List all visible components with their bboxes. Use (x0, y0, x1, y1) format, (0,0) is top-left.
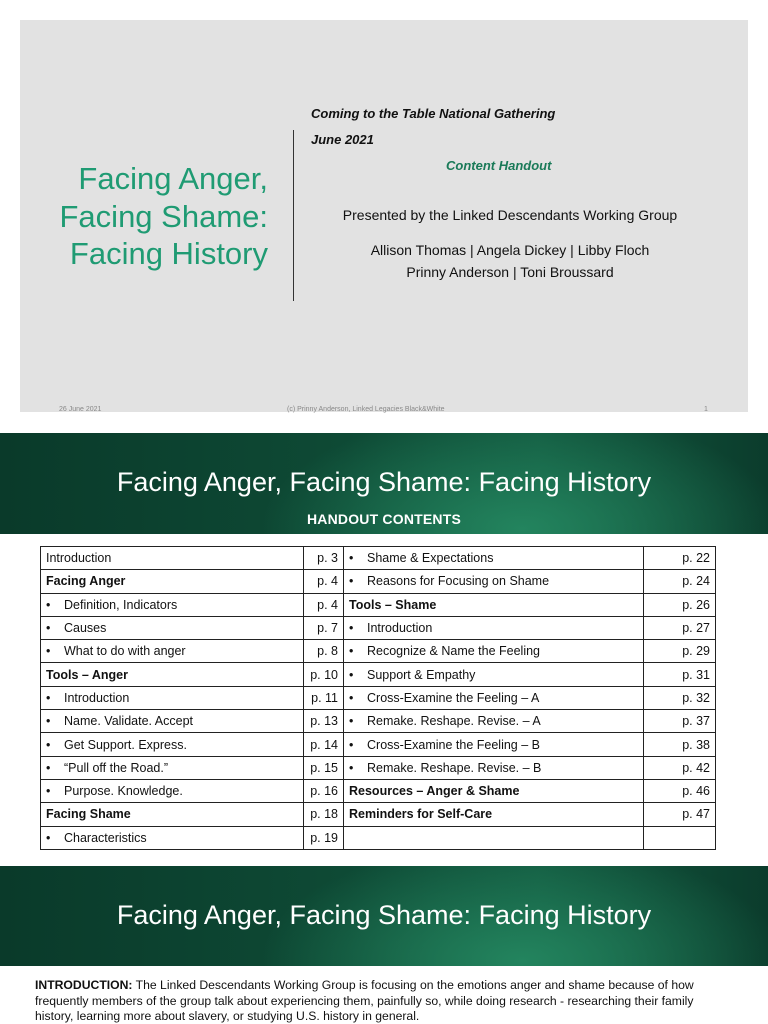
contents-entry-cell (41, 686, 304, 709)
contents-entry: • Reasons for Focusing on Shame (349, 574, 549, 588)
contents-table (40, 546, 716, 850)
contents-entry: Tools – Anger (46, 667, 128, 682)
contents-page-number: p. 4 (317, 597, 338, 612)
introduction-banner (0, 866, 768, 966)
contents-page-number-cell (304, 663, 344, 686)
contents-subtitle: HANDOUT CONTENTS (306, 511, 462, 527)
contents-page-number-cell (304, 756, 344, 779)
contents-page-number: p. 15 (310, 760, 338, 775)
contents-page-number: p. 18 (310, 807, 338, 822)
contents-page-number-cell (304, 803, 344, 826)
contents-page-number-cell (644, 826, 716, 849)
contents-page-number-cell (644, 803, 716, 826)
contents-entry-cell (41, 547, 304, 570)
contents-entry: • What to do with anger (46, 644, 186, 658)
contents-entry: • Get Support. Express. (46, 738, 187, 752)
contents-banner (0, 433, 768, 534)
contents-entry: • Support & Empathy (349, 668, 475, 682)
vertical-divider (293, 130, 294, 301)
contents-entry-cell (41, 756, 304, 779)
contents-page-number: p. 4 (317, 574, 338, 589)
footer-page-number: 1 (704, 406, 708, 413)
introduction-slide (0, 866, 768, 1024)
contents-page-number: p. 31 (682, 667, 710, 682)
contents-entry-cell (41, 570, 304, 593)
contents-entry-cell (344, 640, 644, 663)
contents-page-number: p. 38 (682, 737, 710, 752)
contents-row (41, 663, 716, 686)
introduction-paragraph (35, 978, 735, 1024)
contents-entry-cell (41, 779, 304, 802)
contents-entry-cell (41, 663, 304, 686)
contents-page-number: p. 47 (682, 807, 710, 822)
contents-entry-cell (41, 803, 304, 826)
contents-page-number-cell (644, 616, 716, 639)
contents-entry: Tools – Shame (349, 597, 437, 612)
contents-page-number-cell (644, 640, 716, 663)
contents-page-number: p. 3 (317, 551, 338, 566)
contents-entry: • Remake. Reshape. Revise. – B (349, 761, 541, 775)
contents-page-number: p. 26 (682, 597, 710, 612)
contents-entry-cell (344, 779, 644, 802)
contents-row (41, 733, 716, 756)
contents-entry: • Shame & Expectations (349, 551, 493, 565)
contents-page-number-cell (644, 710, 716, 733)
contents-entry-cell (41, 593, 304, 616)
contents-entry-cell (41, 710, 304, 733)
introduction-label: INTRODUCTION: (35, 978, 133, 992)
contents-entry-cell (344, 547, 644, 570)
contents-page-number-cell (304, 640, 344, 663)
contents-page-number: p. 11 (311, 690, 338, 705)
contents-row (41, 616, 716, 639)
contents-page-number: p. 19 (310, 830, 338, 845)
contents-entry-cell (344, 756, 644, 779)
presenter-names-line2: Prinny Anderson | Toni Broussard (406, 264, 614, 280)
contents-entry-cell (344, 710, 644, 733)
footer-credit: (c) Prinny Anderson, Linked Legacies Black&White (287, 406, 445, 413)
contents-row (41, 756, 716, 779)
contents-page-number-cell (644, 593, 716, 616)
contents-page-number: p. 13 (310, 714, 338, 729)
contents-entry-cell (344, 733, 644, 756)
contents-entry-cell (41, 640, 304, 663)
contents-page-number-cell (304, 710, 344, 733)
contents-page-number-cell (644, 756, 716, 779)
contents-entry-cell (344, 570, 644, 593)
contents-page-number-cell (304, 686, 344, 709)
contents-page-number-cell (304, 547, 344, 570)
contents-row (41, 593, 716, 616)
contents-row (41, 779, 716, 802)
contents-entry: • Cross-Examine the Feeling – A (349, 691, 539, 705)
contents-page-number: p. 42 (682, 760, 710, 775)
contents-row (41, 547, 716, 570)
contents-page-number: p. 37 (682, 714, 710, 729)
contents-page-number-cell (644, 733, 716, 756)
presentation-title: Facing Anger, Facing Shame: Facing History (59, 161, 268, 271)
contents-page-number: p. 8 (317, 644, 338, 659)
contents-page-number: p. 29 (682, 644, 710, 659)
contents-row (41, 803, 716, 826)
contents-page-number: p. 16 (310, 784, 338, 799)
contents-entry: Introduction (46, 551, 112, 566)
contents-entry-cell (344, 663, 644, 686)
contents-entry: • “Pull off the Road.” (46, 761, 168, 775)
contents-page-number: p. 24 (682, 574, 710, 589)
contents-entry: • Recognize & Name the Feeling (349, 644, 540, 658)
contents-entry: • Introduction (46, 691, 129, 705)
introduction-text: The Linked Descendants Working Group is focusing on the emotions anger and shame because of how frequently members of the group talk about experiencing them, painfully so, while doing research - researching their family history, learning more about slavery, or studying U.S. history in general. (35, 978, 694, 1023)
introduction-slide-title: Facing Anger, Facing Shame: Facing History (116, 900, 652, 930)
event-name: Coming to the Table National Gathering (311, 106, 556, 121)
presenter-names-line1: Allison Thomas | Angela Dickey | Libby Floch (370, 242, 650, 258)
event-date: June 2021 (311, 132, 374, 147)
contents-entry-cell (41, 616, 304, 639)
contents-page-number-cell (304, 570, 344, 593)
contents-entry-cell (344, 803, 644, 826)
contents-slide (0, 433, 768, 865)
title-slide (0, 0, 768, 432)
contents-entry-cell (344, 686, 644, 709)
contents-entry: Resources – Anger & Shame (349, 784, 520, 799)
contents-page-number-cell (644, 663, 716, 686)
contents-entry: • Definition, Indicators (46, 598, 177, 612)
contents-entry: • Name. Validate. Accept (46, 714, 193, 728)
presented-by: Presented by the Linked Descendants Working Group (342, 207, 678, 223)
contents-row (41, 640, 716, 663)
contents-page-number-cell (644, 570, 716, 593)
contents-entry-cell (41, 733, 304, 756)
contents-entry: • Remake. Reshape. Revise. – A (349, 714, 541, 728)
footer-date: 26 June 2021 (59, 406, 102, 413)
contents-entry: • Causes (46, 621, 106, 635)
contents-entry: • Characteristics (46, 831, 147, 845)
contents-page-number: p. 27 (682, 621, 710, 636)
contents-entry: Facing Anger (46, 574, 126, 589)
contents-row (41, 686, 716, 709)
contents-page-number: p. 14 (310, 737, 338, 752)
contents-page-number: p. 32 (682, 690, 710, 705)
contents-page-number: p. 7 (317, 621, 338, 636)
contents-entry: Facing Shame (46, 807, 131, 822)
contents-page-number: p. 22 (682, 551, 710, 566)
contents-entry: • Purpose. Knowledge. (46, 784, 183, 798)
contents-page-number-cell (644, 779, 716, 802)
contents-page-number-cell (304, 826, 344, 849)
contents-page-number-cell (304, 779, 344, 802)
contents-row (41, 570, 716, 593)
contents-entry: Reminders for Self-Care (349, 807, 493, 822)
contents-page-number-cell (644, 686, 716, 709)
contents-page-number: p. 46 (682, 784, 710, 799)
contents-entry: • Introduction (349, 621, 432, 635)
contents-slide-title: Facing Anger, Facing Shame: Facing History (116, 467, 652, 497)
contents-page-number-cell (304, 593, 344, 616)
contents-row (41, 710, 716, 733)
contents-page-number-cell (644, 547, 716, 570)
contents-entry-cell (344, 616, 644, 639)
handout-label: Content Handout (446, 158, 552, 173)
contents-entry: • Cross-Examine the Feeling – B (349, 738, 540, 752)
contents-entry-cell (41, 826, 304, 849)
contents-page-number: p. 10 (310, 667, 338, 682)
contents-page-number-cell (304, 616, 344, 639)
contents-entry-cell (344, 826, 644, 849)
contents-row (41, 826, 716, 849)
contents-page-number-cell (304, 733, 344, 756)
contents-entry-cell (344, 593, 644, 616)
